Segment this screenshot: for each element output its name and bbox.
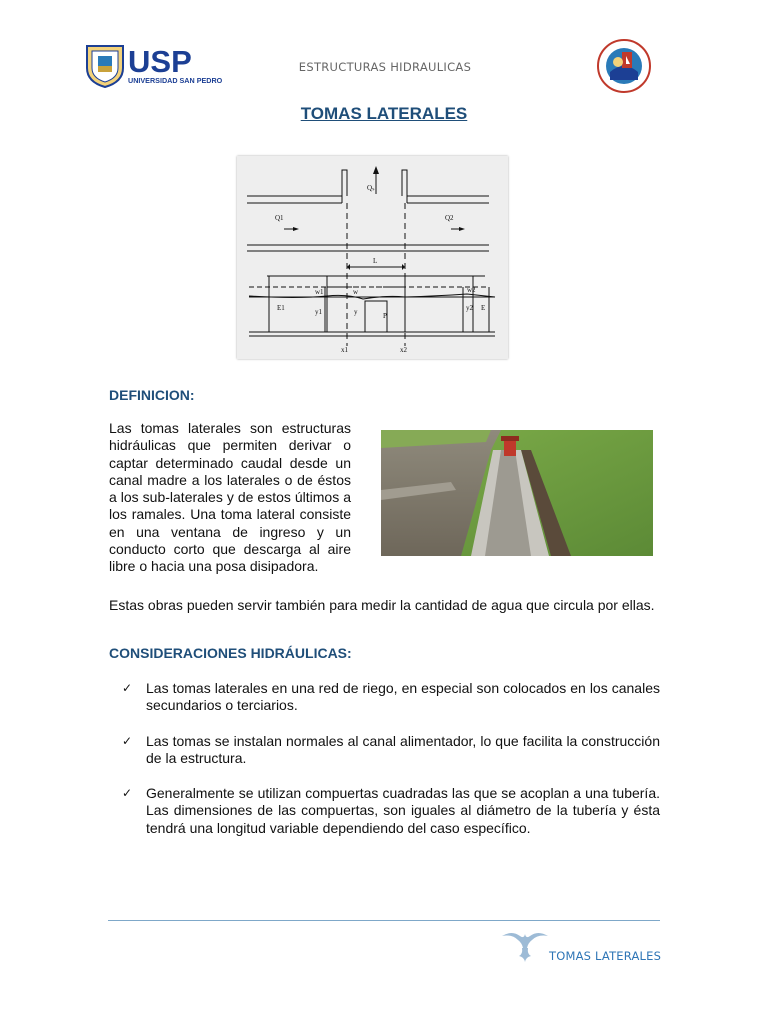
list-item-text: Las tomas laterales en una red de riego, en especial son colocados en los canales secundarios o terciarios. xyxy=(146,680,660,714)
label-qs: Qₛ xyxy=(367,184,375,192)
definicion-paragraph-2: Estas obras pueden servir también para medir la cantidad de agua que circula por ellas. xyxy=(109,597,655,613)
lateral-intake-diagram xyxy=(237,156,508,359)
label-q2: Q2 xyxy=(445,214,454,222)
list-item-text: Las tomas se instalan normales al canal alimentador, lo que facilita la construcción de la estructura. xyxy=(146,733,660,767)
consideraciones-heading: CONSIDERACIONES HIDRÁULICAS: xyxy=(109,645,352,661)
usp-logo xyxy=(84,42,230,88)
lateral-intake-photo xyxy=(381,430,653,556)
header-course-title: ESTRUCTURAS HIDRAULICAS xyxy=(298,60,472,74)
label-w: w xyxy=(353,288,359,296)
label-E: E xyxy=(481,304,486,312)
label-P: P xyxy=(383,312,387,320)
page-title: TOMAS LATERALES xyxy=(300,104,468,123)
checkmark-icon: ✓ xyxy=(122,681,133,695)
label-y2: y2 xyxy=(466,304,473,312)
label-w1: w1 xyxy=(315,288,324,296)
label-y1: y1 xyxy=(315,308,322,316)
label-w2: w2 xyxy=(467,286,476,294)
definicion-paragraph: Las tomas laterales son estructuras hidráulicas que permiten derivar o captar determinado caudal desde un canal madre a los laterales o de éstos a los sub-laterales y de estos últimos a los ramales. Una toma lateral consiste en una ventana de ingreso y un conducto corto que descarga al aire libre o hacia una posa disipadora. xyxy=(109,420,351,575)
checkmark-icon: ✓ xyxy=(122,734,133,748)
label-x1: x1 xyxy=(341,346,348,354)
list-item-text: Generalmente se utilizan compuertas cuadradas las que se acoplan a una tubería. Las dimensiones de las compuertas, son iguales al diámetro de la tubería y ésta tendrá una longitud variable dependiendo del caso específico. xyxy=(146,785,660,836)
faculty-seal xyxy=(596,38,652,94)
usp-logo-subtext: UNIVERSIDAD SAN PEDRO xyxy=(128,76,223,85)
label-L: L xyxy=(373,257,378,265)
label-E1: E1 xyxy=(277,304,285,312)
usp-logo-text: USP xyxy=(128,44,192,79)
footer-divider xyxy=(108,920,660,921)
label-y: y xyxy=(354,308,358,316)
checkmark-icon: ✓ xyxy=(122,786,133,800)
label-q1: Q1 xyxy=(275,214,284,222)
water-drop-icon xyxy=(502,930,548,962)
footer-label: TOMAS LATERALES xyxy=(549,949,662,963)
definicion-heading: DEFINICION: xyxy=(109,387,195,403)
label-x2: x2 xyxy=(400,346,407,354)
